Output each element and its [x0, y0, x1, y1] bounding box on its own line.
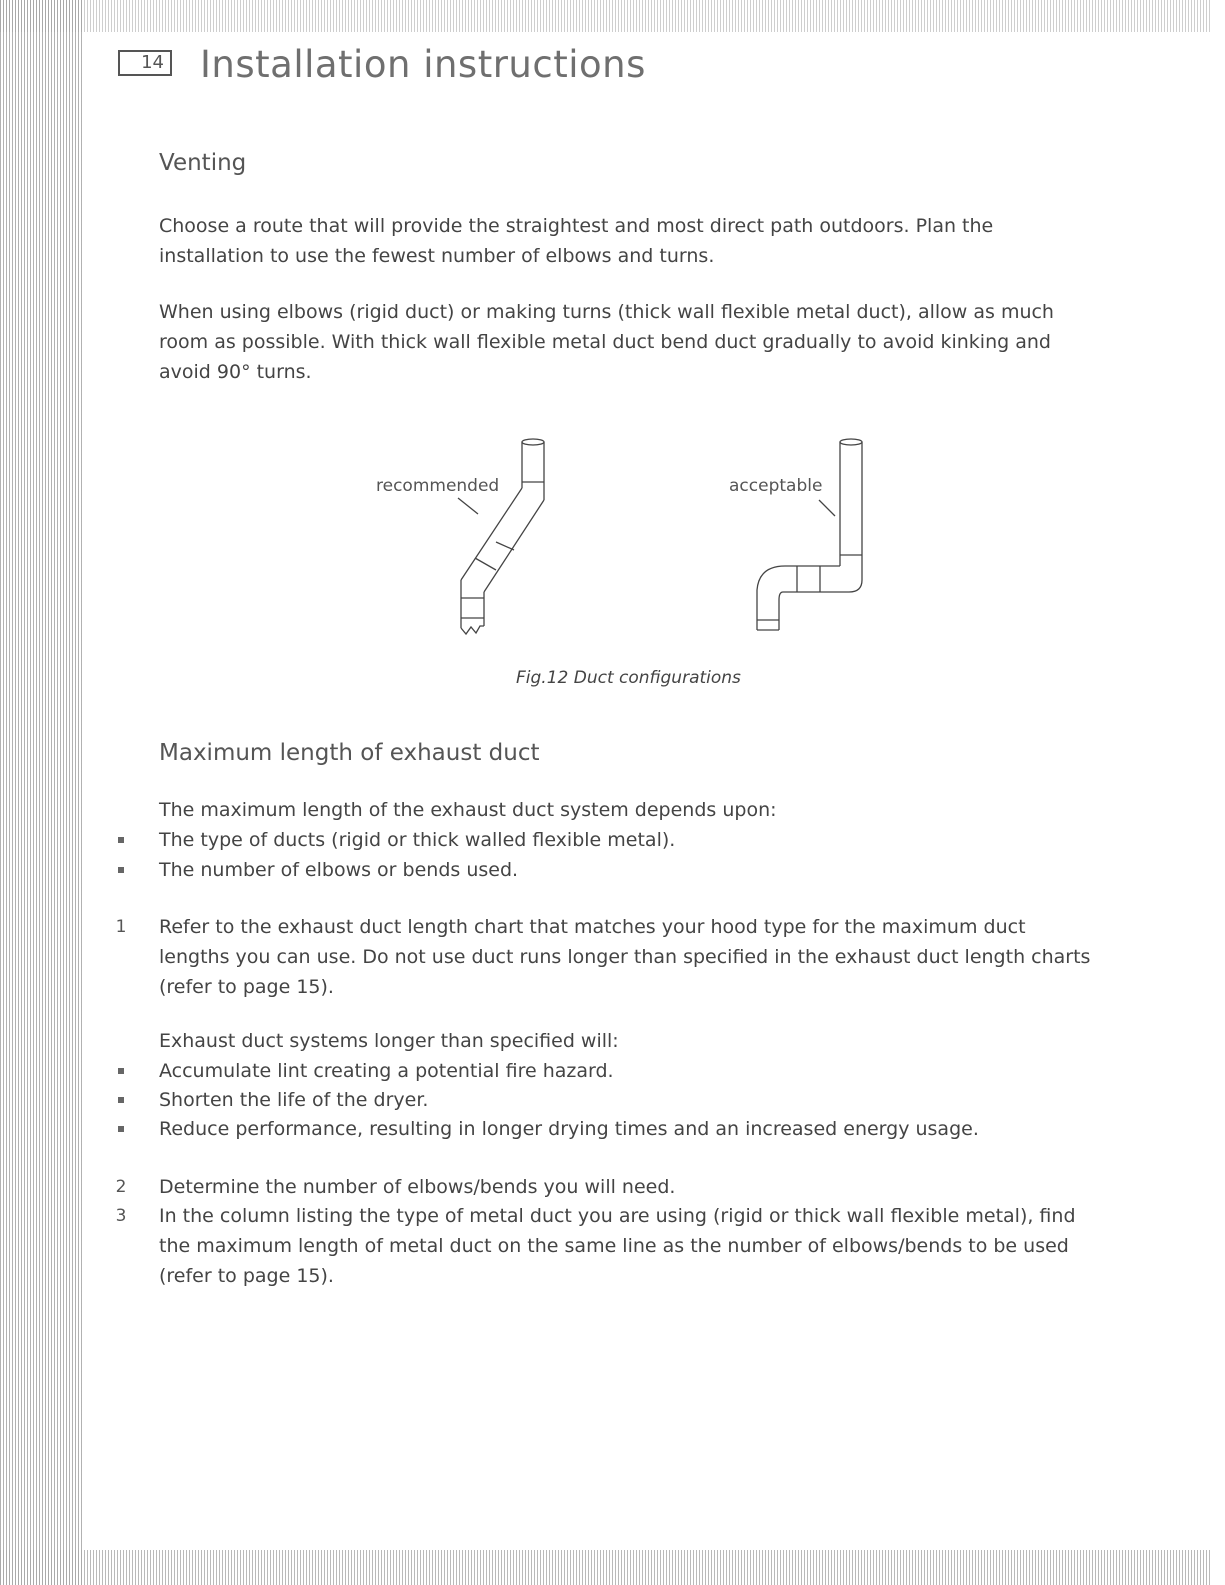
recommended-duct-diagram: [440, 430, 580, 645]
section-heading-venting: Venting: [159, 150, 247, 176]
step-3-text: In the column listing the type of metal duct you are using (rigid or thick wall flexible metal), find the maximum length of metal duct on the same line as the number of elbows/bends to be used (refer to page 15).: [159, 1205, 1076, 1287]
step-number-1: 1: [115, 917, 127, 937]
page-title: Installation instructions: [200, 43, 646, 86]
list-item: The type of ducts (rigid or thick walled flexible metal).: [159, 829, 676, 851]
step-number-2: 2: [115, 1177, 127, 1197]
bullet-marker: [110, 1114, 132, 1144]
list-item: The number of elbows or bends used.: [159, 859, 519, 881]
label-acceptable: acceptable: [729, 476, 823, 496]
list-item: Shorten the life of the dryer.: [159, 1089, 429, 1111]
venting-paragraph-1: Choose a route that will provide the straightest and most direct path outdoors. Plan the installation to use the fewest number of elbows and turns.: [159, 215, 994, 267]
list-item: Reduce performance, resulting in longer drying times and an increased energy usage.: [159, 1118, 979, 1140]
bullet-marker: [110, 825, 132, 855]
step-2-text: Determine the number of elbows/bends you will need.: [159, 1176, 676, 1198]
step-number-3: 3: [115, 1206, 127, 1226]
page-number-box: 14: [118, 50, 172, 76]
scan-edge-right: [1210, 0, 1225, 1585]
max-length-intro: The maximum length of the exhaust duct system depends upon:: [159, 799, 777, 821]
list-item: Accumulate lint creating a potential fire hazard.: [159, 1060, 614, 1082]
figure-caption: Fig.12 Duct configurations: [516, 668, 741, 688]
scan-edge-left: [0, 0, 82, 1585]
step-1-text: Refer to the exhaust duct length chart that matches your hood type for the maximum duct lengths you can use. Do not use duct runs longer than specified in the exhaust duct length charts (refer to page 15).: [159, 916, 1091, 998]
scan-edge-top: [0, 0, 1225, 32]
scan-edge-bottom: [0, 1550, 1225, 1585]
bullet-marker: [110, 855, 132, 885]
section-heading-max-length: Maximum length of exhaust duct: [159, 740, 540, 766]
bullet-marker: [110, 1085, 132, 1115]
longer-intro: Exhaust duct systems longer than specified will:: [159, 1030, 619, 1052]
venting-paragraph-2: When using elbows (rigid duct) or making turns (thick wall flexible metal duct), allow as much room as possible. With thick wall flexible metal duct bend duct gradually to avoid kinking and avoid 90° turns.: [159, 301, 1054, 383]
label-recommended: recommended: [376, 476, 500, 496]
bullet-marker: [110, 1056, 132, 1086]
acceptable-duct-diagram: [745, 430, 885, 645]
